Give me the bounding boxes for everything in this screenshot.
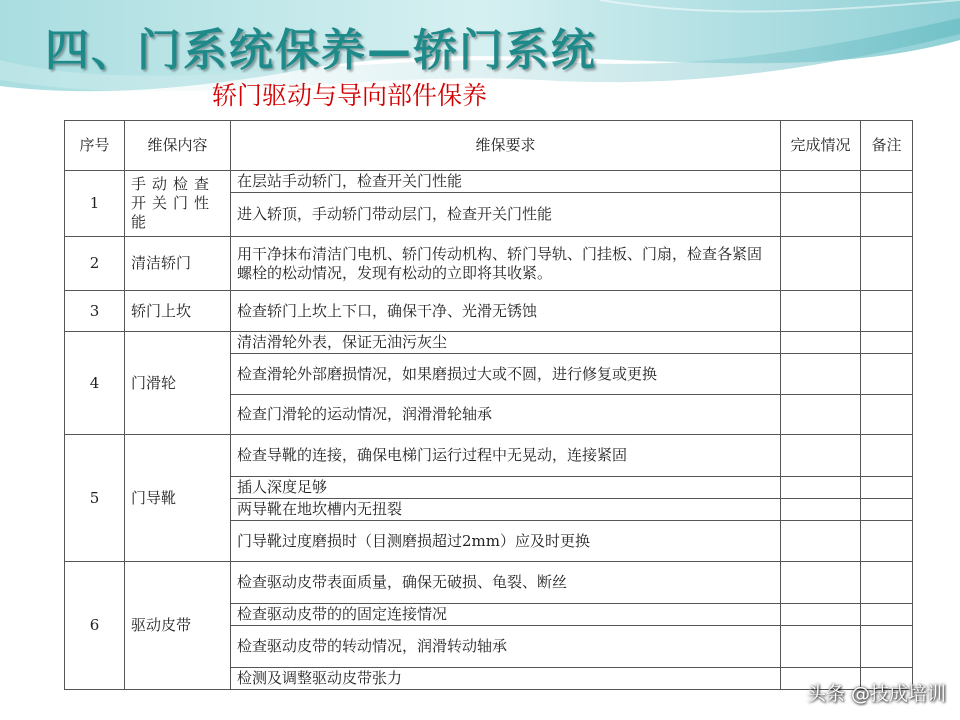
remark-cell[interactable] xyxy=(861,477,913,499)
header-seq: 序号 xyxy=(65,121,125,171)
requirement-cell: 门导靴过度磨损时（目测磨损超过2mm）应及时更换 xyxy=(231,521,781,562)
watermark-text: 头条 @技成培训 xyxy=(806,683,946,705)
content-cell: 门导靴 xyxy=(125,435,231,562)
maintenance-table xyxy=(64,120,913,690)
requirement-cell: 进入轿顶，手动轿门带动层门，检查开关门性能 xyxy=(231,193,781,237)
remark-cell[interactable] xyxy=(861,626,913,668)
seq-cell: 4 xyxy=(65,332,125,435)
status-cell[interactable] xyxy=(781,499,861,521)
header-content: 维保内容 xyxy=(125,121,231,171)
remark-cell[interactable] xyxy=(861,521,913,562)
requirement-cell: 检测及调整驱动皮带张力 xyxy=(231,668,781,690)
status-cell[interactable] xyxy=(781,626,861,668)
requirement-cell: 用干净抹布清洁门电机、轿门传动机构、轿门导轨、门挂板、门扇，检查各紧固螺栓的松动情况，发现有松动的立即将其收紧。 xyxy=(231,237,781,291)
requirement-cell: 检查驱动皮带的转动情况，润滑转动轴承 xyxy=(231,626,781,668)
slide-title: 四、门系统保养—轿门系统 xyxy=(45,25,597,76)
status-cell[interactable] xyxy=(781,604,861,626)
remark-cell[interactable] xyxy=(861,435,913,477)
seq-cell: 1 xyxy=(65,171,125,237)
remark-cell[interactable] xyxy=(861,395,913,435)
status-cell[interactable] xyxy=(781,354,861,395)
slide-subtitle: 轿门驱动与导向部件保养 xyxy=(212,81,488,110)
content-cell: 清洁轿门 xyxy=(125,237,231,291)
remark-cell[interactable] xyxy=(861,291,913,332)
status-cell[interactable] xyxy=(781,435,861,477)
seq-cell: 5 xyxy=(65,435,125,562)
content-cell: 手动检查开关门性能 xyxy=(125,171,231,237)
seq-cell: 3 xyxy=(65,291,125,332)
status-cell[interactable] xyxy=(781,237,861,291)
status-cell[interactable] xyxy=(781,395,861,435)
seq-cell: 2 xyxy=(65,237,125,291)
table-row xyxy=(65,435,913,477)
requirement-cell: 检查驱动皮带的的固定连接情况 xyxy=(231,604,781,626)
header-requirement: 维保要求 xyxy=(231,121,781,171)
status-cell[interactable] xyxy=(781,291,861,332)
requirement-cell: 检查驱动皮带表面质量，确保无破损、龟裂、断丝 xyxy=(231,562,781,604)
remark-cell[interactable] xyxy=(861,604,913,626)
remark-cell[interactable] xyxy=(861,332,913,354)
status-cell[interactable] xyxy=(781,521,861,562)
requirement-cell: 检查导靴的连接，确保电梯门运行过程中无晃动，连接紧固 xyxy=(231,435,781,477)
remark-cell[interactable] xyxy=(861,354,913,395)
content-cell: 门滑轮 xyxy=(125,332,231,435)
table-row xyxy=(65,562,913,604)
seq-cell: 6 xyxy=(65,562,125,690)
status-cell[interactable] xyxy=(781,332,861,354)
status-cell[interactable] xyxy=(781,171,861,193)
content-cell: 轿门上坎 xyxy=(125,291,231,332)
content-cell: 驱动皮带 xyxy=(125,562,231,690)
header-status: 完成情况 xyxy=(781,121,861,171)
table-row xyxy=(65,332,913,354)
remark-cell[interactable] xyxy=(861,237,913,291)
remark-cell[interactable] xyxy=(861,171,913,193)
requirement-cell: 检查轿门上坎上下口，确保干净、光滑无锈蚀 xyxy=(231,291,781,332)
remark-cell[interactable] xyxy=(861,562,913,604)
requirement-cell: 在层站手动轿门，检查开关门性能 xyxy=(231,171,781,193)
status-cell[interactable] xyxy=(781,477,861,499)
table-row xyxy=(65,237,913,291)
status-cell[interactable] xyxy=(781,193,861,237)
table-row xyxy=(65,171,913,193)
requirement-cell: 两导靴在地坎槽内无扭裂 xyxy=(231,499,781,521)
table-row xyxy=(65,291,913,332)
remark-cell[interactable] xyxy=(861,499,913,521)
requirement-cell: 插人深度足够 xyxy=(231,477,781,499)
requirement-cell: 检查门滑轮的运动情况，润滑滑轮轴承 xyxy=(231,395,781,435)
requirement-cell: 检查滑轮外部磨损情况，如果磨损过大或不圆，进行修复或更换 xyxy=(231,354,781,395)
remark-cell[interactable] xyxy=(861,193,913,237)
status-cell[interactable] xyxy=(781,562,861,604)
requirement-cell: 清洁滑轮外表，保证无油污灰尘 xyxy=(231,332,781,354)
header-remark: 备注 xyxy=(861,121,913,171)
